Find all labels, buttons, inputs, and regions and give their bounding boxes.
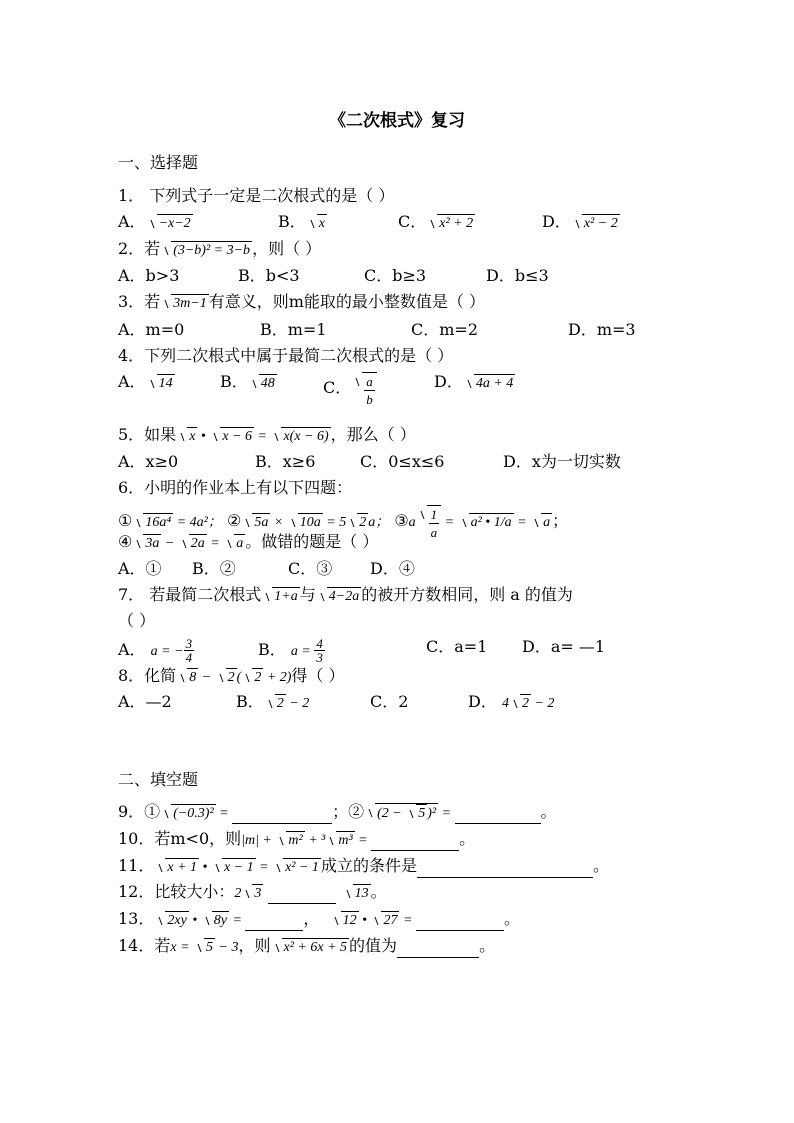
q10-blank[interactable]	[371, 834, 459, 851]
q8-option-c: C．2	[370, 692, 409, 711]
q2-option-c: C．b≥3	[364, 266, 427, 285]
question-6-item-4: ④ 3a − 2a = a 。做错的题是（ ）	[118, 532, 378, 554]
question-1-stem: 1． 下列式子一定是二次根式的是（ ）	[118, 186, 395, 205]
question-13: 13． 2xy • 8y = ， 12 • 27 = 。	[118, 909, 520, 931]
question-7-stem: 7． 若最简二次根式 1+a 与 4−2a 的被开方数相同，则 a 的值为	[118, 585, 573, 607]
q8-option-b: B． 2 − 2	[236, 692, 309, 714]
q6-option-c: C．③	[288, 559, 333, 578]
q8-option-d: D． 4 2 − 2	[468, 692, 554, 714]
q1-option-d: D． x² − 2	[542, 212, 620, 234]
question-7-bracket: （ ）	[118, 611, 156, 630]
q5-option-a: A．x≥0	[118, 452, 179, 471]
question-4-stem: 4．下列二次根式中属于最简二次根式的是（ ）	[118, 346, 454, 365]
question-6-items-1-3: ① 16a⁴ = 4a²； ② 5a × 10a = 5 2 a； ③a $\frac{1}{a}$ = a² • 1/a = a ；	[118, 507, 569, 540]
question-5-stem: 5．如果 x • x − 6 = x(x − 6) ，那么（ ）	[118, 425, 416, 447]
q2-option-d: D．b≤3	[486, 266, 549, 285]
q4-option-b: B． 48	[220, 372, 277, 394]
q2-option-a: A．b>3	[118, 266, 180, 285]
question-10: 10．若m<0，则|m| + m² + ³ m³ = 。	[118, 829, 475, 851]
q8-option-a: A．—2	[118, 692, 172, 711]
q7-option-c: C．a=1	[426, 637, 488, 656]
q2-option-b: B．b<3	[238, 266, 300, 285]
q5-option-b: B．x≥6	[255, 452, 316, 471]
q3-option-b: B．m=1	[260, 320, 327, 339]
section-choice-heading: 一、选择题	[118, 153, 199, 172]
q5-option-c: C．0≤x≤6	[360, 452, 445, 471]
q6-option-d: D．④	[370, 559, 415, 578]
q14-blank[interactable]	[397, 941, 479, 958]
question-3-stem: 3．若 3m−1 有意义，则m能取的最小整数值是（ ）	[118, 292, 485, 314]
question-12: 12．比较大小：2 3 13 。	[118, 882, 387, 904]
question-8-stem: 8．化简 8 − 2 ( 2 + 2)得（ ）	[118, 666, 345, 688]
q1-option-a: A． −x−2	[118, 212, 193, 234]
q9-blank-1[interactable]	[232, 807, 332, 824]
q1-option-b: B． x	[278, 212, 327, 234]
page-title: 《二次根式》复习	[329, 111, 465, 131]
q12-blank[interactable]	[268, 887, 336, 904]
question-9: 9．① (−0.3)² = ；② (2 − 5 )² = 。	[118, 802, 557, 824]
question-11: 11． x + 1 • x − 1 = x² − 1 成立的条件是 。	[118, 856, 609, 878]
q9-blank-2[interactable]	[455, 807, 541, 824]
q13-blank-2[interactable]	[416, 914, 504, 931]
q7-option-a: A． a = − $\frac{3}{4}$	[118, 636, 193, 665]
q3-option-c: C．m=2	[411, 320, 479, 339]
q7-option-d: D．a= —1	[522, 637, 606, 656]
q13-blank-1[interactable]	[245, 914, 303, 931]
q7-option-b: B． a = $\frac{4}{3}$	[258, 636, 323, 665]
q4-option-a: A． 14	[118, 372, 175, 394]
q6-option-a: A．①	[118, 559, 162, 578]
question-2-stem: 2．若 (3−b)² = 3−b ，则（ ）	[118, 239, 321, 261]
q4-option-d: D． 4a + 4	[434, 372, 515, 394]
q1-option-c: C． x² + 2	[398, 212, 475, 234]
q5-option-d: D．x为一切实数	[503, 452, 621, 471]
q3-option-a: A．m=0	[118, 320, 185, 339]
question-14: 14．若x = 5 − 3，则 x² + 6x + 5 的值为 。	[118, 936, 495, 958]
section-fill-heading: 二、填空题	[118, 770, 199, 789]
q6-option-b: B．②	[192, 559, 236, 578]
q4-option-c: C． $\frac{a}{b}$	[323, 372, 377, 408]
q3-option-d: D．m=3	[568, 320, 636, 339]
question-6-stem: 6．小明的作业本上有以下四题：	[118, 478, 353, 497]
q11-blank[interactable]	[417, 861, 593, 878]
